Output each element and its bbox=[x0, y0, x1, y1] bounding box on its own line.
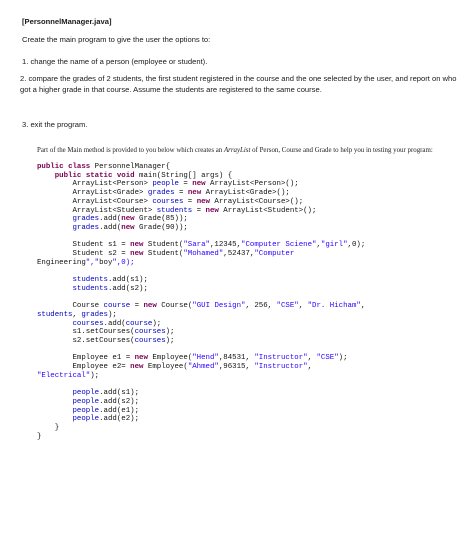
code-line: s1.setCourses(courses); bbox=[37, 328, 175, 337]
code-line: students.add(s1); bbox=[72, 276, 148, 285]
code-line: public static void main(String[] args) { bbox=[54, 171, 233, 180]
code-line: grades.add(new Grade(90)); bbox=[72, 223, 188, 232]
code-line: people.add(e1); bbox=[72, 406, 140, 415]
code-line: ArrayList<Student> students = new ArrayList<Student>(); bbox=[37, 206, 317, 215]
code-line: grades.add(new Grade(85)); bbox=[72, 215, 188, 224]
code-intro-text: Part of the Main method is provided to you below which creates an ArrayList of Person, Course and Grade to help you in testing your program: bbox=[37, 146, 433, 154]
code-line: public class PersonnelManager{ bbox=[37, 163, 171, 171]
code-line: students, grades); bbox=[37, 310, 117, 319]
instruction-text: Create the main program to give the user the options to: bbox=[22, 35, 211, 44]
code-line: courses.add(course); bbox=[72, 319, 162, 328]
code-line: people.add(e2); bbox=[72, 415, 140, 424]
code-line: ArrayList<Grade> grades = new ArrayList<Grade>(); bbox=[37, 189, 290, 198]
option-2-text: 2. compare the grades of 2 students, the first student registered in the course and the one selected by the user, and report on who got a higher grade in that course. Assume the students are registered to the same course. bbox=[20, 74, 457, 94]
intro-italic: ArrayList bbox=[223, 146, 251, 154]
code-line: Student s2 = new Student("Mohamed",52437,"Computer bbox=[37, 250, 295, 259]
code-line: Course course = new Course("GUI Design", 256, "CSE", "Dr. Hicham", bbox=[37, 302, 366, 311]
code-line: ArrayList<Course> courses = new ArrayList<Course>(); bbox=[37, 197, 304, 206]
code-line: Student s1 = new Student("Sara",12345,"Computer Sciene","girl",0); bbox=[37, 241, 366, 250]
code-line: s2.setCourses(courses); bbox=[37, 337, 175, 346]
code-line: "Electrical"); bbox=[37, 371, 100, 380]
code-line: people.add(s1); bbox=[72, 389, 140, 398]
option-1-text: 1. change the name of a person (employee or student). bbox=[22, 57, 208, 66]
file-title: [PersonnelManager.java] bbox=[22, 17, 112, 26]
code-line: Engineering","boy",0); bbox=[37, 258, 135, 267]
code-line: Employee e2= new Employee("Ahmed",96315, "Instructor", bbox=[37, 363, 313, 372]
code-line: students.add(s2); bbox=[72, 284, 148, 293]
code-line: ArrayList<Person> people = new ArrayList<Person>(); bbox=[37, 180, 299, 189]
code-line: people.add(s2); bbox=[72, 397, 140, 406]
code-block bbox=[37, 163, 365, 442]
option-3-text: 3. exit the program. bbox=[22, 120, 88, 129]
code-line: Employee e1 = new Employee("Hend",84531, "Instructor", "CSE"); bbox=[37, 354, 348, 363]
code-line: } bbox=[37, 432, 42, 441]
code-line: } bbox=[37, 424, 60, 433]
